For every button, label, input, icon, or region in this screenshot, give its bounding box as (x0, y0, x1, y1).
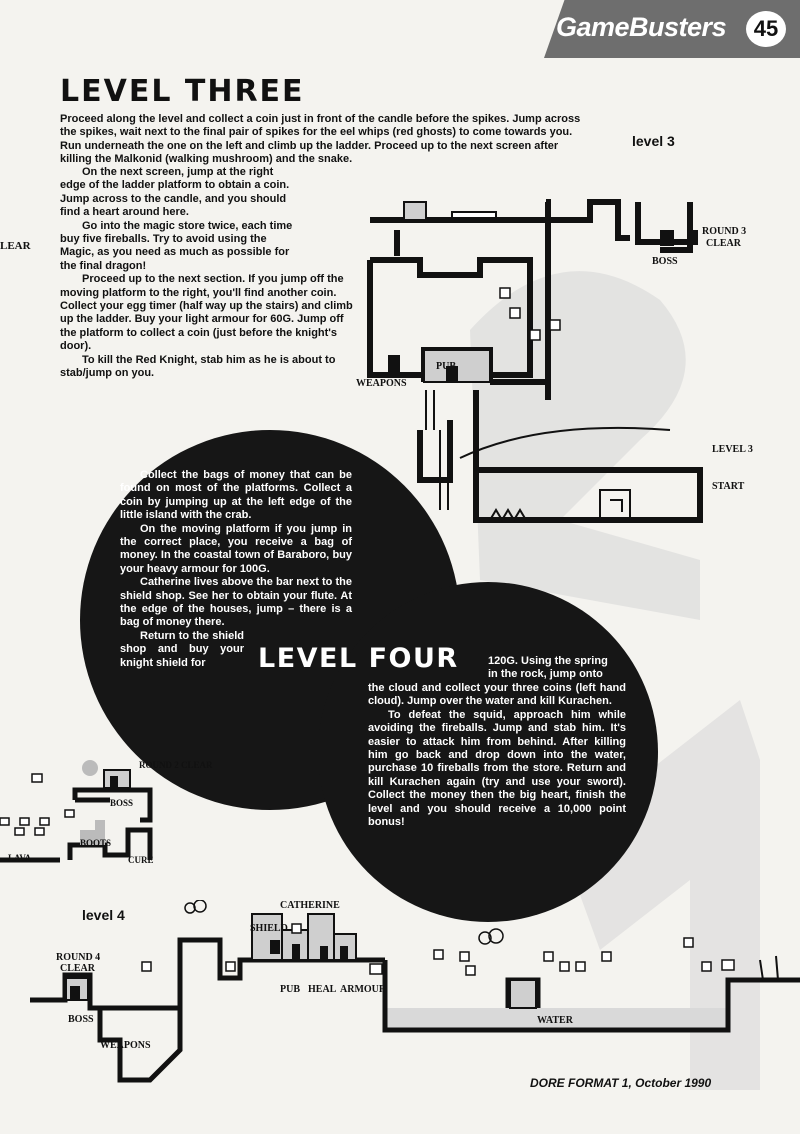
level2-round-clear: ROUND 2 CLEAR (139, 760, 213, 770)
paragraph: Catherine lives above the bar next to the shield shop. See her to obtain your flute. At the edge of the houses, jump – there is a bag of money there. (120, 576, 352, 629)
level4-map (30, 900, 800, 1090)
level3-boss-label: BOSS (652, 256, 678, 267)
level4-weapons-label: WEAPONS (100, 1040, 151, 1051)
level3-weapons-label: WEAPONS (356, 378, 407, 389)
level4-heal-label: HEAL (308, 984, 337, 995)
paragraph: To defeat the squid, approach him while avoiding the fireballs. Jump and stab him. It's easier to attack him from behind. After killing him go back and drop down into the water, purchase 10 fireballs from the store. Return and kill Kurachen again (try and use your sword). Collect the money then the big heart, finish the level and you should receive a 10,000 point bonus! (368, 708, 626, 829)
level4-map-heading: level 4 (82, 907, 125, 923)
paragraph: To kill the Red Knight, stab him as he is about to stab/jump on you. (60, 353, 336, 380)
intro-paragraph: Proceed along the level and collect a coin just in front of the candle before the spikes. Jump across the spikes, wait next to the final pair of spikes for the eel whips (red ghosts) to come towards you. Run underneath the one on the left and climb up the ladder. Proceed up to the next screen after killing the Malkonid (walking mushroom) and the snake. (60, 113, 581, 166)
level2-boss: BOSS (110, 798, 134, 808)
paragraph: Go into the magic store twice, each time buy five fireballs. Try to avoid using the Magic, as you need as much as possible for the final dragon! (60, 219, 293, 272)
level3-round-clear-2: CLEAR (706, 238, 742, 249)
level-three-column (60, 166, 360, 381)
level-four-text-part1 (120, 469, 352, 630)
level2-cure: CURE (128, 855, 154, 865)
paragraph: Proceed up to the next section. If you jump off the moving platform to the right, you'll find another coin. Collect your egg timer (half way up the stairs) and climb up the ladder. Buy your light armour for 60G. Jump off the platform to collect a coin (just before the knight's door). (60, 273, 353, 353)
paragraph: the cloud and collect your three coins (left hand cloud). Jump over the water and kill Kurachen. (368, 682, 626, 708)
level4-water-label: WATER (537, 1015, 573, 1026)
level-four-text-tail (120, 630, 244, 670)
level4-shield-label: SHIELD (250, 923, 288, 934)
level4-catherine-label: CATHERINE (280, 900, 340, 911)
level4-round-clear-1: ROUND 4 (56, 952, 101, 963)
paragraph: On the next screen, jump at the right edge of the ladder platform to obtain a coin. Jump across to the candle, and you should find a heart around here. (60, 166, 290, 219)
paragraph: Collect the bags of money that can be found on most of the platforms. Collect a coin by jumping up at the left edge of the little island with the crab. (120, 469, 352, 522)
level3-level-label: LEVEL 3 (712, 444, 753, 455)
page-number: 45 (746, 11, 786, 47)
level3-pub-label: PUB (436, 361, 456, 372)
paragraph: On the moving platform if you jump in the correct place, you receive a bag of money. In the coastal town of Baraboro, buy your heavy armour for 100G. (120, 522, 352, 575)
level-four-text-lead: 120G. Using the spring in the rock, jump onto (488, 655, 608, 681)
level4-armour-label: ARMOUR (340, 984, 387, 995)
level3-start-label: START (712, 481, 745, 492)
level-three-intro (60, 113, 590, 167)
level4-boss-label: BOSS (68, 1014, 94, 1025)
paragraph: Return to the shield shop and buy your knight shield for (120, 630, 244, 669)
brand-title: GameBusters (556, 12, 727, 42)
level-three-title: LEVEL THREE (60, 74, 305, 109)
level3-map-heading: level 3 (632, 133, 675, 149)
level2-lava: LAVA (8, 853, 32, 863)
footer-issue: DORE FORMAT 1, October 1990 (530, 1076, 712, 1090)
level4-pub-label: PUB (280, 984, 300, 995)
level-four-text-part2 (368, 682, 626, 829)
level3-round-clear-1: ROUND 3 (702, 226, 747, 237)
edge-label: LEAR (0, 240, 31, 252)
level2-boots: BOOTS (80, 838, 112, 848)
level-four-title: LEVEL FOUR (258, 643, 459, 674)
level4-round-clear-2: CLEAR (60, 963, 96, 974)
